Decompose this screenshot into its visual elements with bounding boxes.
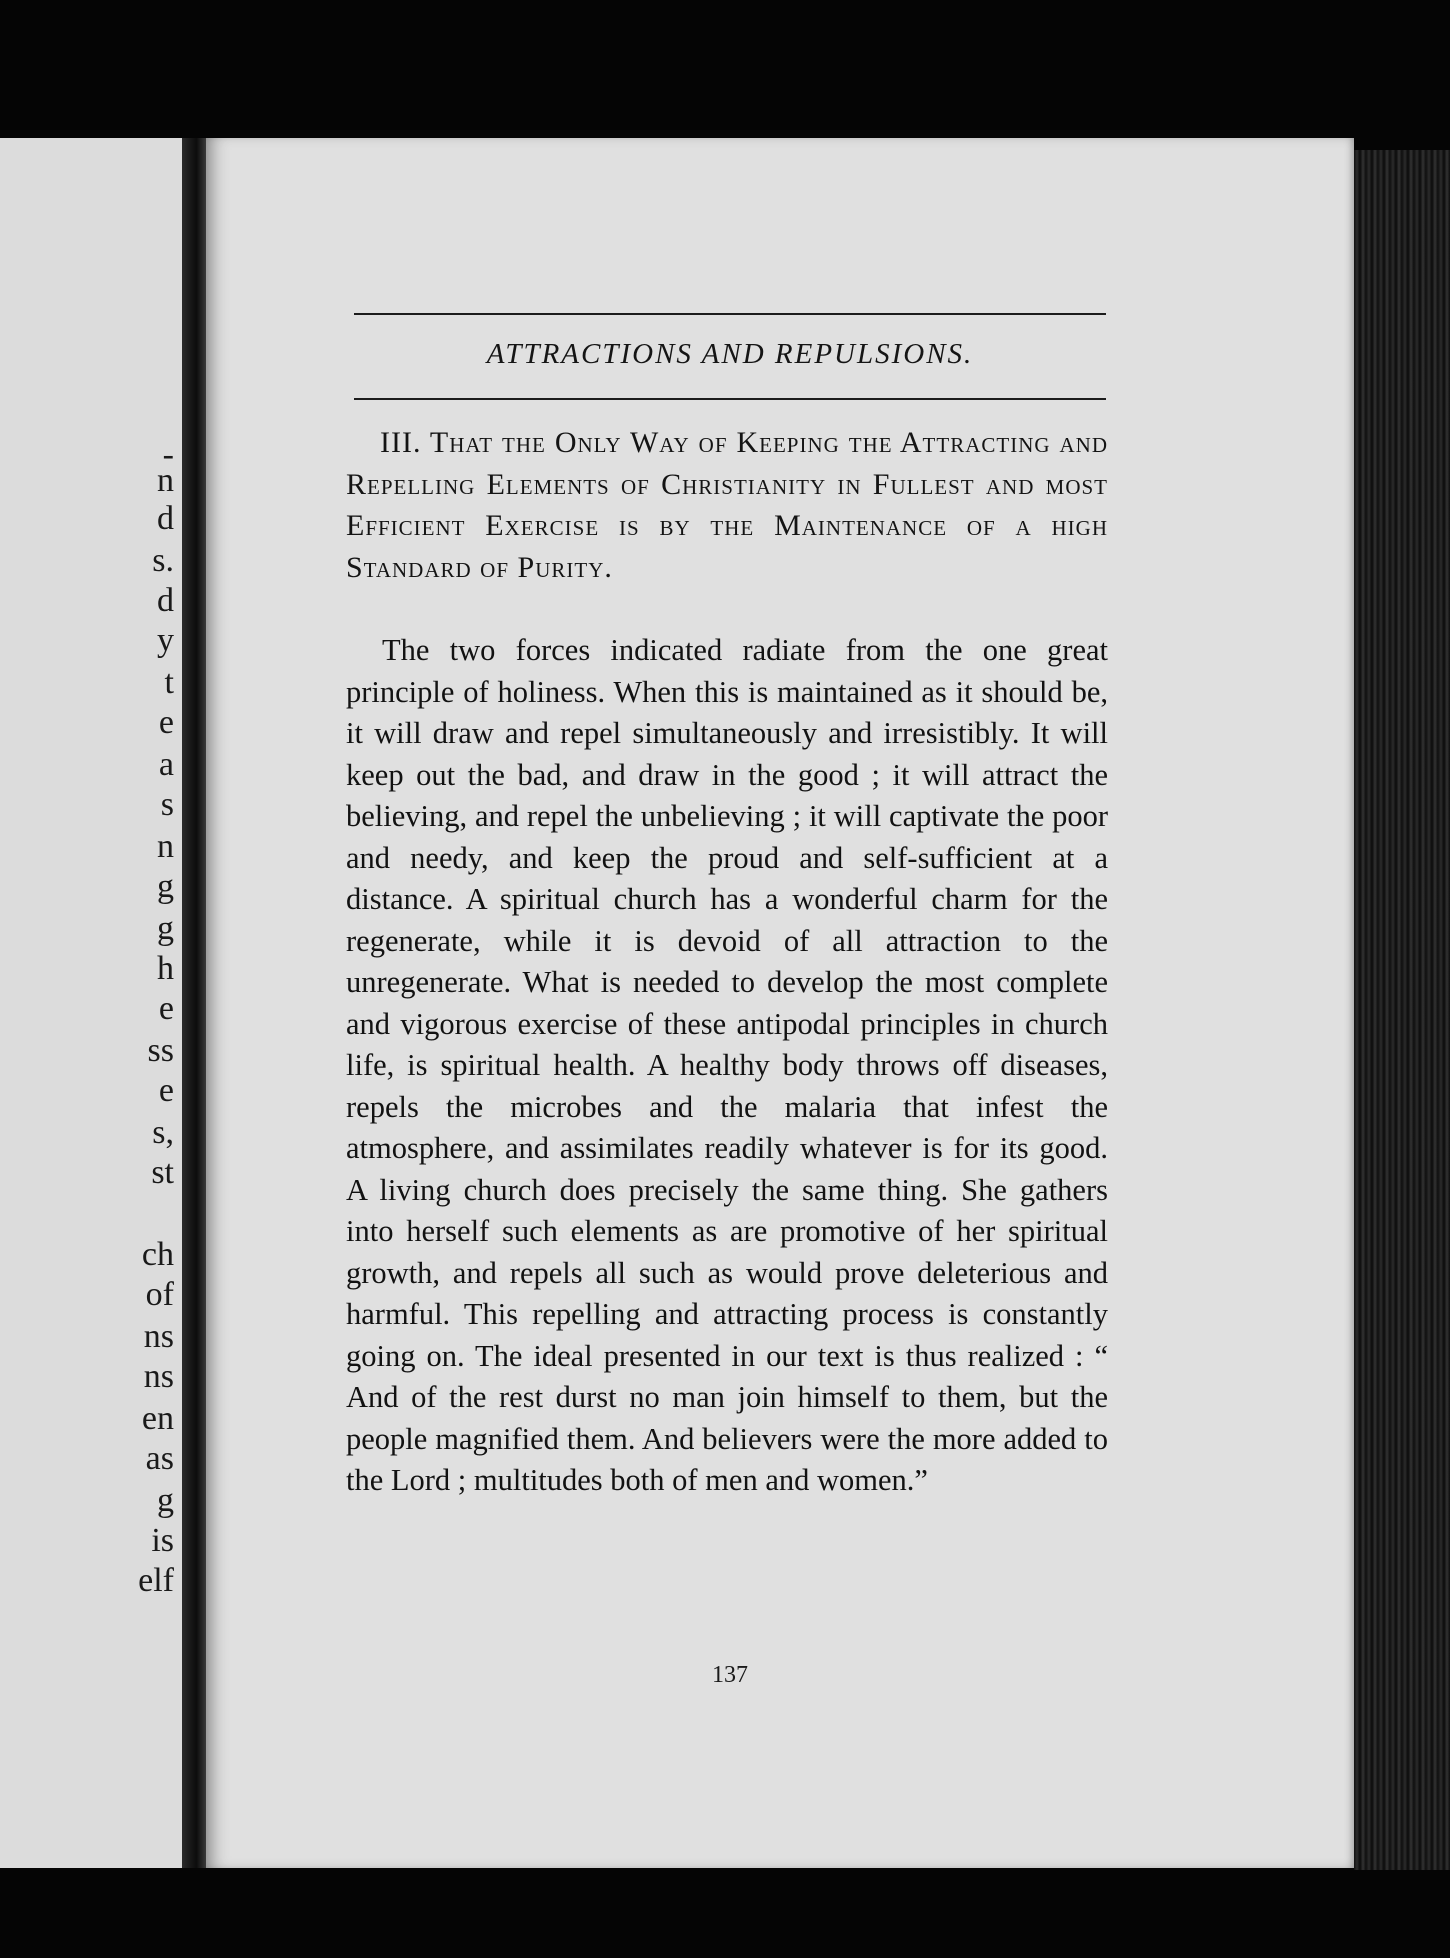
body-paragraph: The two forces indicated radiate from the one great principle of holiness. When this is maintained as it should be, it will draw and repel simultaneously and irresistibly. It will keep out the bad, and draw in the good ; it will attract the believing, and repel the unbelieving ; it will captivate the poor and needy, and keep the proud and self-sufficient at a distance. A spiritual church has a wonderful charm for the regenerate, while it is devoid of all attraction to the unregenerate. What is needed to develop the most complete and vigorous exercise of these antipodal principles in church life, is spiritual health. A healthy body throws off diseases, repels the microbes and the malaria that infest the atmosphere, and assimilates readily whatever is for its good. A living church does precisely the same thing. She gathers into herself such elements as are promotive of her spiritual growth, and repels all such as would prove deleterious and harmful. This repelling and attracting process is constantly going on. The ideal presented in our text is thus realized : “ And of the rest durst no man join himself to them, but the people magnified them. And believers were the more added to the Lord ; multitudes both of men and women.” [346, 633, 1108, 1497]
left-fragment: y [157, 622, 174, 659]
left-fragment: t [164, 664, 174, 701]
section-heading [346, 422, 1108, 588]
left-fragment: g [157, 910, 174, 947]
section-heading-text: That the Only Way of Keeping the Attracting and Repelling Elements of Christianity in Fullest and most Efficient Exercise is by the Maintenance of a high Standard of Purity. [346, 426, 1109, 584]
section-number: III. [380, 426, 422, 459]
left-fragment: as [145, 1440, 174, 1477]
book-gutter [182, 138, 206, 1868]
left-fragment: s [160, 786, 174, 823]
book-page [206, 138, 1354, 1868]
left-fragment: ss [147, 1032, 174, 1069]
page-stack-edge [1354, 150, 1450, 1870]
left-fragment: s, [152, 1114, 174, 1151]
left-fragment: s. [152, 542, 174, 579]
left-fragment: e [158, 704, 174, 741]
running-head: ATTRACTIONS AND REPULSIONS. [486, 338, 974, 370]
left-fragment: n [157, 828, 174, 865]
header-rule-bottom [354, 398, 1106, 400]
left-fragment: a [158, 746, 174, 783]
left-fragment: e [158, 990, 174, 1027]
left-fragment: d [157, 582, 174, 619]
left-fragment: ns [143, 1358, 174, 1395]
header-rule-top [354, 313, 1106, 315]
left-fragment: g [157, 1482, 174, 1519]
left-page-edge [0, 138, 182, 1868]
left-fragment: g [157, 868, 174, 905]
left-fragment: n [157, 462, 174, 499]
left-fragment: en [141, 1400, 174, 1437]
left-fragment: elf [138, 1562, 174, 1599]
left-fragment: of [145, 1276, 174, 1313]
left-fragment: d [157, 500, 174, 537]
left-fragment: ch [141, 1236, 174, 1273]
left-fragment: ns [143, 1318, 174, 1355]
left-fragment: - [162, 436, 174, 473]
left-fragment: h [157, 950, 174, 987]
left-fragment: is [151, 1522, 174, 1559]
left-fragment: st [151, 1154, 174, 1191]
page-number: 137 [712, 1662, 748, 1688]
left-fragment: e [158, 1072, 174, 1109]
